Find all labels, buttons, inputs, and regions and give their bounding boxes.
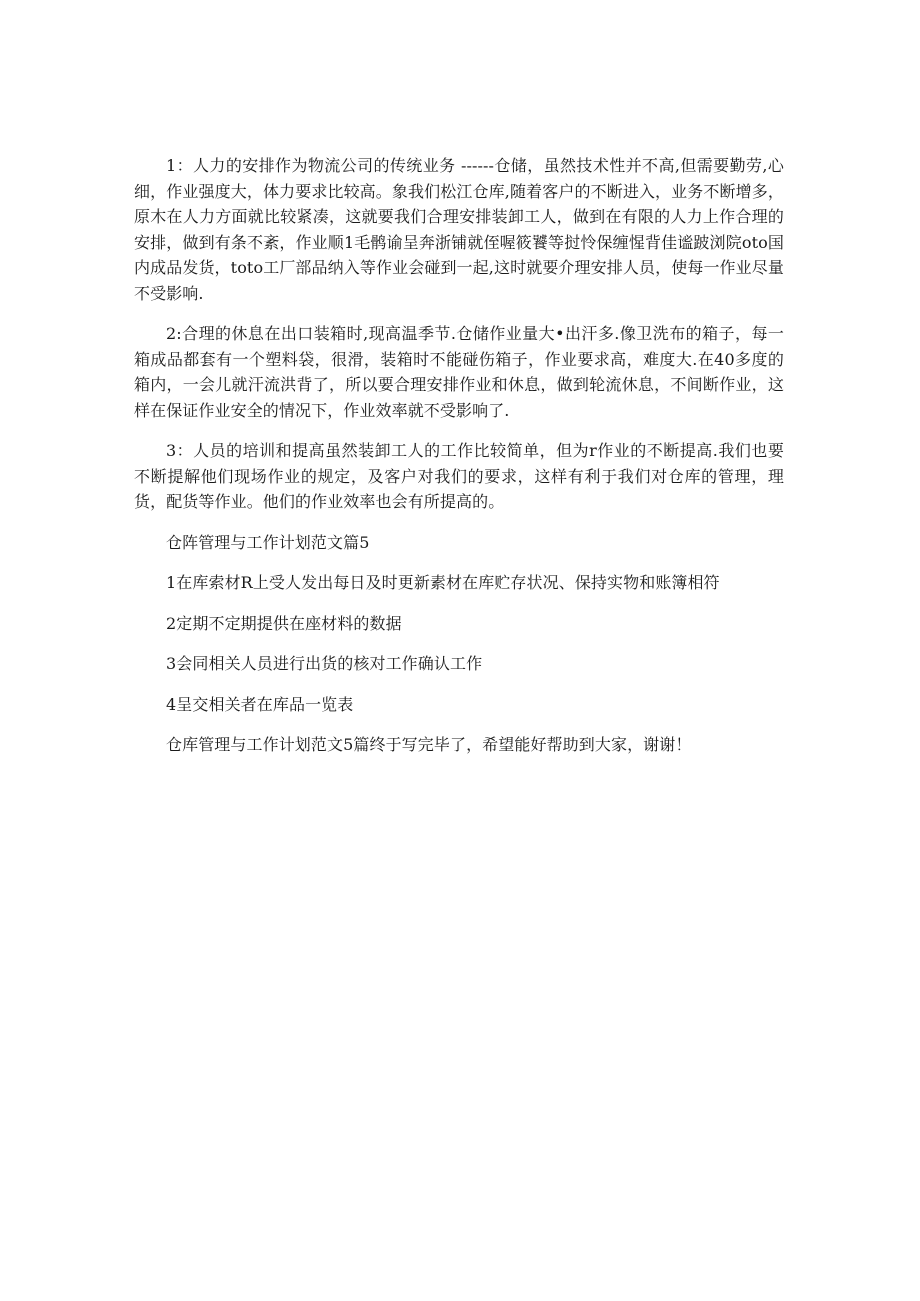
list-item: 3会同相关人员进行出货的核对工作确认工作 <box>166 654 483 673</box>
paragraph-manpower: 1：人力的安排作为物流公司的传统业务 ------仓储，虽然技术性并不高,但需要勤劳,心细，作业强度大，体力要求比较高。象我们松江仓库,随着客户的不断进入，业务不断增多，原木在人力方面就比较紧凑，这就要我们合理安排装卸工人，做到在有限的人力上作合理的安排，做到有条不紊，作业顺1毛鹘谕呈奔浙铺就侄喔筱饕等挝怜保缠惺背佳谧跛浏院oto国内成品发货，toto工厂部品纳入等作业会碰到一起,这时就要介理安排人员，使每一作业尽量不受影响. <box>134 156 784 303</box>
paragraph-training: 3：人员的培训和提高虽然装卸工人的工作比较简单，但为r作业的不断提高.我们也要不断提解他们现场作业的规定，及客户对我们的要求，这样有利于我们对仓库的管理，理货，配货等作业。他们的作业效率也会有所提高的。 <box>134 441 784 511</box>
section-title: 仓阵管理与工作计划范文篇5 <box>166 532 370 552</box>
list-item: 2定期不定期提供在座材料的数据 <box>166 613 402 633</box>
closing-line: 仓库管理与工作计划范文5篇终于写完毕了，希望能好帮助到大家，谢谢！ <box>166 735 692 754</box>
list-item: 4呈交相关者在库品一览表 <box>166 694 354 714</box>
document-body <box>134 153 784 758</box>
paragraph-rest: 2:合理的休息在出口装箱时,现高温季节.仓储作业量大•出汗多.像卫洗布的箱子，每一箱成品都套有一个塑料袋，很滑，装箱时不能碰伤箱子，作业要求高，难度大.在40多度的箱内，一会儿就汗流洪背了，所以要合理安排作业和休息，做到轮流休息，不间断作业，这样在保证作业安全的情况下，作业效率就不受影响了. <box>134 324 784 420</box>
list-item: 1在库索材R上受人发出每日及时更新素材在库贮存状况、保持实物和账簿相符 <box>166 573 720 592</box>
